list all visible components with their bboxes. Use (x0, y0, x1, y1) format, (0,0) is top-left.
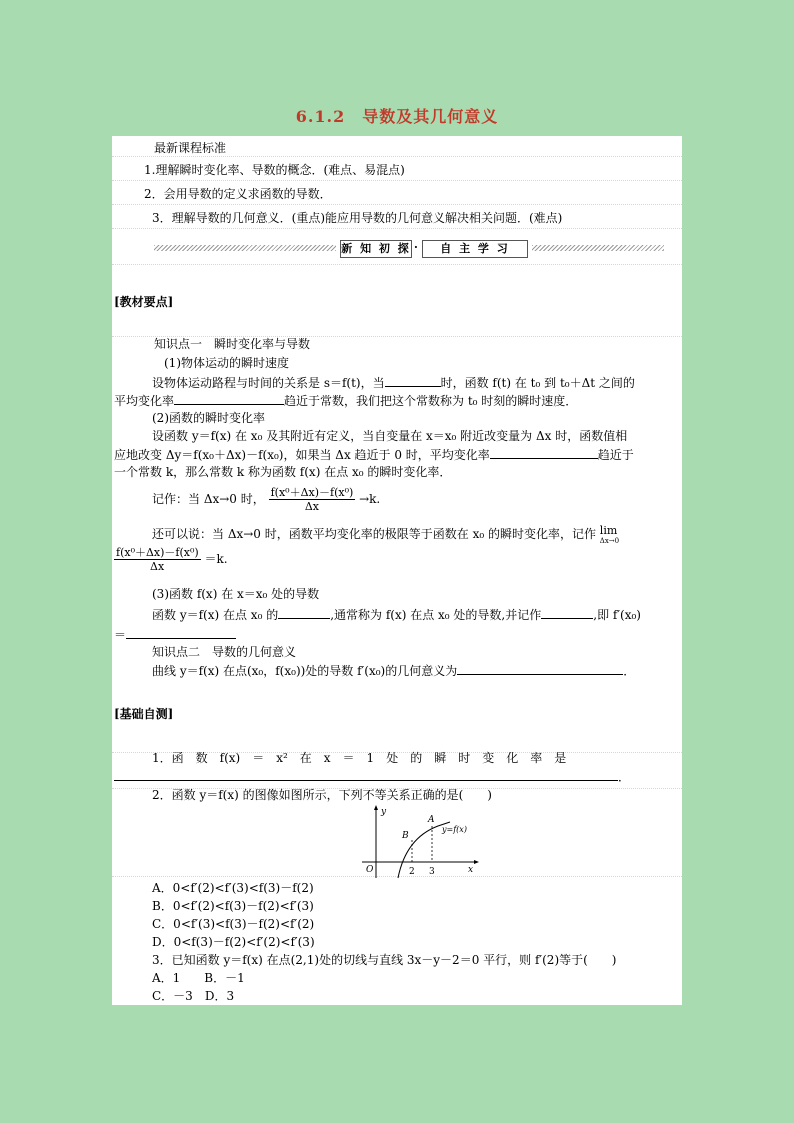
q3-options-row-2: C．－3 D．3 (152, 989, 235, 1003)
graph-point-b: B (402, 831, 409, 841)
k1-p1-line: 设物体运动路程与时间的关系是 s＝f(t)，当 时，函数 f(t) 在 t₀ 到 t₀＋Δt 之间的 (152, 376, 635, 390)
k1-p3-line2: ＝ (114, 626, 236, 643)
section-heading-self-test: [基础自测] (114, 707, 174, 721)
banner-left-label: 新 知 初 探 (340, 240, 412, 258)
q2-option-c: C．0<f′(3)<f(3)－f(2)<f′(2) (152, 917, 315, 931)
banner-right-label: 自 主 学 习 (422, 240, 528, 258)
standard-item-2: 2．会用导数的定义求函数的导数． (144, 187, 332, 201)
k1-p3-line: 函数 y＝f(x) 在点 x₀ 的 ,通常称为 f(x) 在点 x₀ 处的导数,并记作 ,即 f′(x₀) (152, 608, 641, 622)
graph-tick-3: 3 (429, 867, 435, 877)
page-title: 6.1.2 导数及其几何意义 (295, 107, 499, 126)
graph-function-label: y=f(x) (442, 825, 467, 834)
fraction-1: $\frac{\text{f(x⁰＋Δx)－f(x⁰)}}{\Delta x}$ (270, 486, 354, 513)
k1-sub2: (2)函数的瞬时变化率 (152, 411, 265, 425)
k1-sub1: (1)物体运动的瞬时速度 (164, 356, 289, 370)
question-1: 1．函 数 f(x) ＝ x² 在 x ＝ 1 处 的 瞬 时 变 化 率 是 (152, 751, 567, 765)
question-2: 2．函数 y＝f(x) 的图像如图所示，下列不等关系正确的是( ) (152, 788, 492, 802)
k1-p2-line2: 应地改变 Δy＝f(x₀＋Δx)－f(x₀)，如果当 Δx 趋近于 0 时，平均变化率 趋近于 (114, 448, 634, 462)
section-heading-key-points: [教材要点] (114, 295, 174, 309)
blank-1[interactable] (385, 374, 441, 387)
blank-4[interactable] (278, 606, 330, 619)
graph-tick-2: 2 (409, 867, 415, 877)
standard-item-3: 3．理解导数的几何意义．(重点)能应用导数的几何意义解决相关问题．(难点) (152, 211, 563, 225)
blank-8[interactable] (114, 768, 618, 781)
q2-option-a: A．0<f′(2)<f′(3)<f(3)－f(2) (152, 881, 314, 895)
k1-limit-line: 还可以说：当 Δx→0 时，函数平均变化率的极限等于函数在 x₀ 的瞬时变化率，记作 lim Δx→0 (152, 524, 620, 545)
section-banner (154, 240, 664, 256)
blank-3[interactable] (490, 446, 598, 459)
standards-heading: 最新课程标准 (154, 141, 227, 155)
blank-5[interactable] (541, 606, 593, 619)
blank-6[interactable] (126, 626, 236, 639)
k1-limit-fraction: $\frac{\text{f(x⁰＋Δx)－f(x⁰)}}{\Delta x}$ ＝k. (116, 546, 228, 573)
k1-p2-line3: 一个常数 k，那么常数 k 称为函数 f(x) 在点 x₀ 的瞬时变化率． (114, 465, 452, 479)
question-3: 3．已知函数 y＝f(x) 在点(2,1)处的切线与直线 3x－y－2＝0 平行，则 f′(2)等于( ) (152, 953, 617, 967)
knowledge-1-title: 知识点一 瞬时变化率与导数 (154, 337, 311, 351)
knowledge-2-title: 知识点二 导数的几何意义 (152, 645, 297, 659)
k1-sub3: (3)函数 f(x) 在 x＝x₀ 处的导数 (152, 587, 320, 601)
standard-item-1: 1.理解瞬时变化率、导数的概念．(难点、易混点) (144, 163, 405, 177)
graph-x-label: x (468, 865, 474, 875)
banner-dot: · (414, 241, 418, 254)
q2-option-d: D．0<f(3)－f(2)<f′(2)<f′(3) (152, 935, 315, 949)
q3-options-row-1: A．1 B．－1 (152, 971, 245, 985)
k1-p1-line2: 平均变化率 趋近于常数，我们把这个常数称为 t₀ 时刻的瞬时速度． (114, 394, 578, 408)
lim-symbol: lim Δx→0 (599, 524, 620, 545)
blank-7[interactable] (457, 662, 623, 675)
graph-y-label: y (381, 807, 387, 817)
blank-2[interactable] (174, 392, 284, 405)
fraction-2: $\frac{\text{f(x⁰＋Δx)－f(x⁰)}}{\Delta x}$ (116, 546, 199, 573)
graph-point-a: A (428, 815, 435, 825)
k2-line: 曲线 y＝f(x) 在点(x₀，f(x₀))处的导数 f′(x₀)的几何意义为 ． (152, 664, 636, 678)
function-graph (358, 804, 480, 880)
q2-option-b: B．0<f′(2)<f(3)－f(2)<f′(3) (152, 899, 314, 913)
k1-p2-line1: 设函数 y＝f(x) 在 x₀ 及其附近有定义，当自变量在 x＝x₀ 附近改变量为 Δx 时，函数值相 (152, 429, 628, 443)
graph-origin-label: O (366, 865, 374, 875)
k1-notation: 记作：当 Δx→0 时， $\frac{\text{f(x⁰＋Δx)－f(x⁰)}}{\Delta x}$ →k. (152, 486, 381, 513)
question-1-answer-line: ． (114, 768, 630, 785)
document-sheet (112, 136, 682, 1005)
